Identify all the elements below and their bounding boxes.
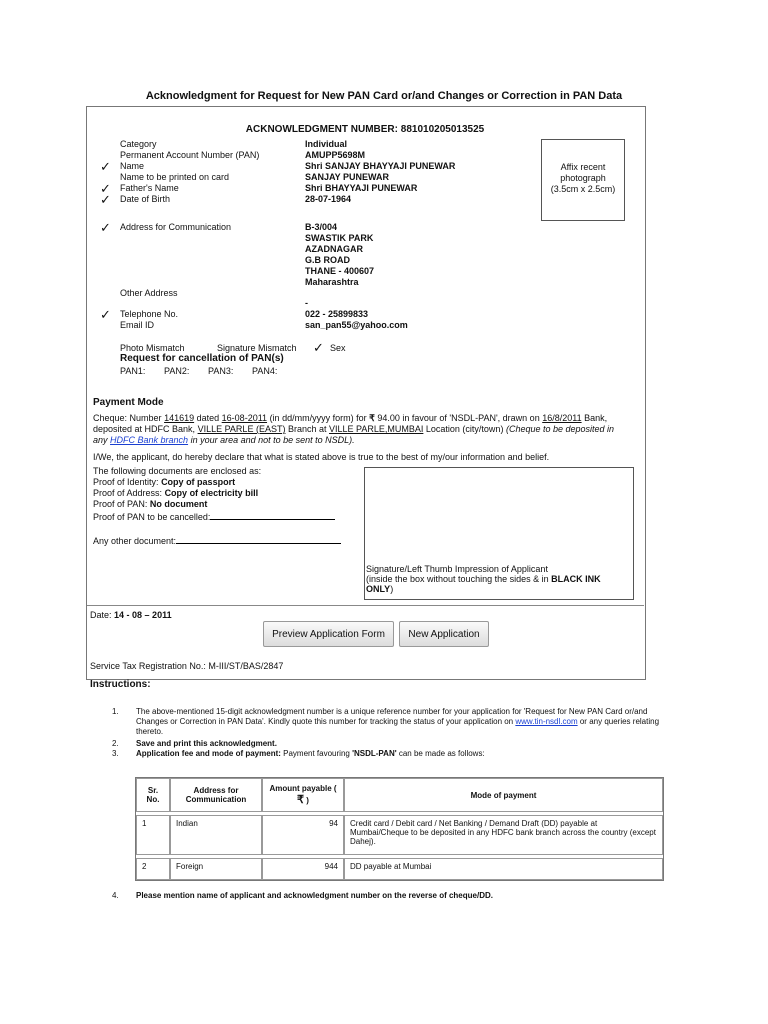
cheque-date: 16-08-2011 [221,413,268,423]
field-label-name: Name [120,161,145,171]
dated-label: dated [196,413,220,423]
col-header-address: Address for Communication [170,778,262,812]
field-value-telephone: 022 - 25899833 [305,309,369,319]
pan3-label: PAN3: [208,366,234,376]
cell-mode: Credit card / Debit card / Net Banking / Demand Draft (DD) payable at Mumbai/Cheque to be deposited in any HDFC bank branch across the country (except Dahej). [344,815,663,855]
instruction-2: Save and print this acknowledgment. [136,739,277,748]
declaration-text: I/We, the applicant, do hereby declare that what is stated above is true to the best of my/our information and belief. [93,452,550,462]
cell-sr: 2 [136,858,170,880]
instruction-number: 3. [112,749,119,758]
telephone-check-icon: ✓ [100,307,111,322]
date-value: 14 - 08 – 2011 [114,610,172,620]
cheque-prefix: Cheque: Number [93,413,162,423]
hdfc-branch-link[interactable]: HDFC Bank branch [110,435,189,445]
proof-address-label: Proof of Address: [93,488,163,498]
proof-address-value: Copy of electricity bill [164,488,259,498]
cell-address: Foreign [170,858,262,880]
cell-mode: DD payable at Mumbai [344,858,663,880]
field-value-dob: 28-07-1964 [305,194,352,204]
field-label-pan: Permanent Account Number (PAN) [120,150,260,160]
cell-sr: 1 [136,815,170,855]
rupee-icon: ₹ [369,413,375,423]
instruction-1 [136,707,681,737]
payment-mode-heading: Payment Mode [93,397,164,408]
cheque-number: 141619 [164,413,195,423]
branch-location: VILLE PARLE,MUMBAI [329,424,424,434]
cell-amount: 944 [262,858,344,880]
instruction-3-bold: Application fee and mode of payment: [136,749,281,758]
field-value-name: Shri SANJAY BHAYYAJI PUNEWAR [305,161,456,171]
col-header-amount [262,778,344,812]
sex-check-icon: ✓ [313,340,324,355]
address-line: B-3/004 [305,222,338,232]
new-application-button[interactable]: New Application [399,621,489,647]
date-label: Date: [90,610,112,620]
sex-label: Sex [330,343,346,353]
field-label-dob: Date of Birth [120,194,171,204]
instruction-3-text-end: can be made as follows: [398,749,485,758]
photo-text-line2: photograph [560,173,606,183]
field-label-email: Email ID [120,320,155,330]
proof-identity-label: Proof of Identity: [93,477,159,487]
bank-word: Bank, [584,413,608,423]
deposit-note-end: in your area and not to be sent to NSDL). [190,435,355,445]
proof-pan-cancelled-label: Proof of PAN to be cancelled: [93,512,211,522]
acknowledgment-number: ACKNOWLEDGMENT NUMBER: 881010205013525 [245,124,485,135]
only-text: ONLY [366,584,391,594]
instruction-3-text: Payment favouring [283,749,350,758]
section-divider [87,605,644,606]
location-suffix: Location (city/town) [425,424,504,434]
deposit-note-any: any [93,435,108,445]
field-label-address: Address for Communication [120,222,232,232]
proof-pan-cancelled-line [210,510,335,520]
tin-nsdl-link[interactable]: www.tin-nsdl.com [515,717,578,726]
instruction-number: 2. [112,739,119,748]
date-row [90,610,172,620]
date-format-note: (in dd/mm/yyyy form) for [269,413,367,423]
address-line: AZADNAGAR [305,244,363,254]
payment-fee-table [135,777,664,881]
document-title: Acknowledgment for Request for New PAN Card or/and Changes or Correction in PAN Data [145,90,623,102]
instruction-1-text-end: or any queries relating thereto. [136,717,660,736]
cancellation-heading: Request for cancellation of PAN(s) [120,353,284,364]
documents-section [93,466,341,547]
field-label-name-on-card: Name to be printed on card [120,172,230,182]
field-value-father-name: Shri BHAYYAJI PUNEWAR [305,183,418,193]
branch-name: VILLE PARLE (EAST) [197,424,286,434]
preview-application-form-button[interactable]: Preview Application Form [263,621,394,647]
amount-header-close: ) [306,796,309,805]
instruction-4: Please mention name of applicant and acknowledgment number on the reverse of cheque/DD. [136,891,493,900]
father-name-check-icon: ✓ [100,181,111,196]
signature-mismatch-label: Signature Mismatch [217,343,297,353]
field-label-other-address: Other Address [120,288,178,298]
field-value-category: Individual [305,139,348,149]
black-ink-text: BLACK INK [551,574,601,584]
pan4-label: PAN4: [252,366,278,376]
address-line: SWASTIK PARK [305,233,374,243]
cell-address: Indian [170,815,262,855]
cell-amount: 94 [262,815,344,855]
documents-intro: The following documents are enclosed as: [93,466,262,476]
signature-line1: Signature/Left Thumb Impression of Applicant [366,564,548,574]
col-header-sr: Sr. No. [136,778,170,812]
photo-mismatch-label: Photo Mismatch [120,343,185,353]
table-row [136,815,663,855]
photo-text-line3: (3.5cm x 2.5cm) [550,184,616,194]
drawn-date: 16/8/2011 [542,413,582,423]
amount-header-text: Amount payable ( [269,784,337,793]
address-check-icon: ✓ [100,220,111,235]
pan2-label: PAN2: [164,366,190,376]
address-line: Maharashtra [305,277,359,287]
instruction-number: 4. [112,891,119,900]
table-header-row [136,778,663,812]
field-value-pan: AMUPP5698M [305,150,366,160]
rupee-icon: ₹ [297,794,305,806]
field-label-telephone: Telephone No. [120,309,179,319]
instruction-3 [136,749,681,759]
field-value-name-on-card: SANJAY PUNEWAR [305,172,390,182]
instruction-3-payee: 'NSDL-PAN' [352,749,397,758]
field-value-other-address: - [305,298,308,308]
address-line: THANE - 400607 [305,266,375,276]
closing-paren: ) [390,584,394,594]
photo-placeholder-box [541,139,625,221]
service-tax-registration: Service Tax Registration No.: M-III/ST/BAS/2847 [90,661,284,671]
branch-at: Branch at [287,424,327,434]
amount-text: 94.00 in favour of 'NSDL-PAN', drawn on [377,413,540,423]
instruction-number: 1. [112,707,119,716]
field-label-category: Category [120,139,157,149]
field-label-father-name: Father's Name [120,183,179,193]
name-check-icon: ✓ [100,159,111,174]
signature-instructions [366,564,631,594]
proof-identity-value: Copy of passport [161,477,236,487]
signature-line2: (inside the box without touching the sides & in [366,574,549,584]
deposited-prefix: deposited at HDFC Bank, [93,424,196,434]
col-header-mode: Mode of payment [344,778,663,812]
other-document-line [176,534,341,544]
instructions-heading: Instructions: [90,679,151,690]
proof-pan-value: No document [149,499,208,509]
table-row [136,858,663,880]
other-document-label: Any other document: [93,536,177,546]
photo-text-line1: Affix recent [560,162,606,172]
field-value-email: san_pan55@yahoo.com [305,320,408,330]
proof-pan-label: Proof of PAN: [93,499,148,509]
address-line: G.B ROAD [305,255,350,265]
payment-details [93,413,641,446]
pan1-label: PAN1: [120,366,146,376]
deposit-note: (Cheque to be deposited in [505,424,615,434]
dob-check-icon: ✓ [100,192,111,207]
instruction-1-text: The above-mentioned 15-digit acknowledgment number is a unique reference number for your application for 'Request for New PAN Card or/and Changes or Correction in PAN Data'. Kindly quote this number for tracking the status of your application on [136,707,648,726]
